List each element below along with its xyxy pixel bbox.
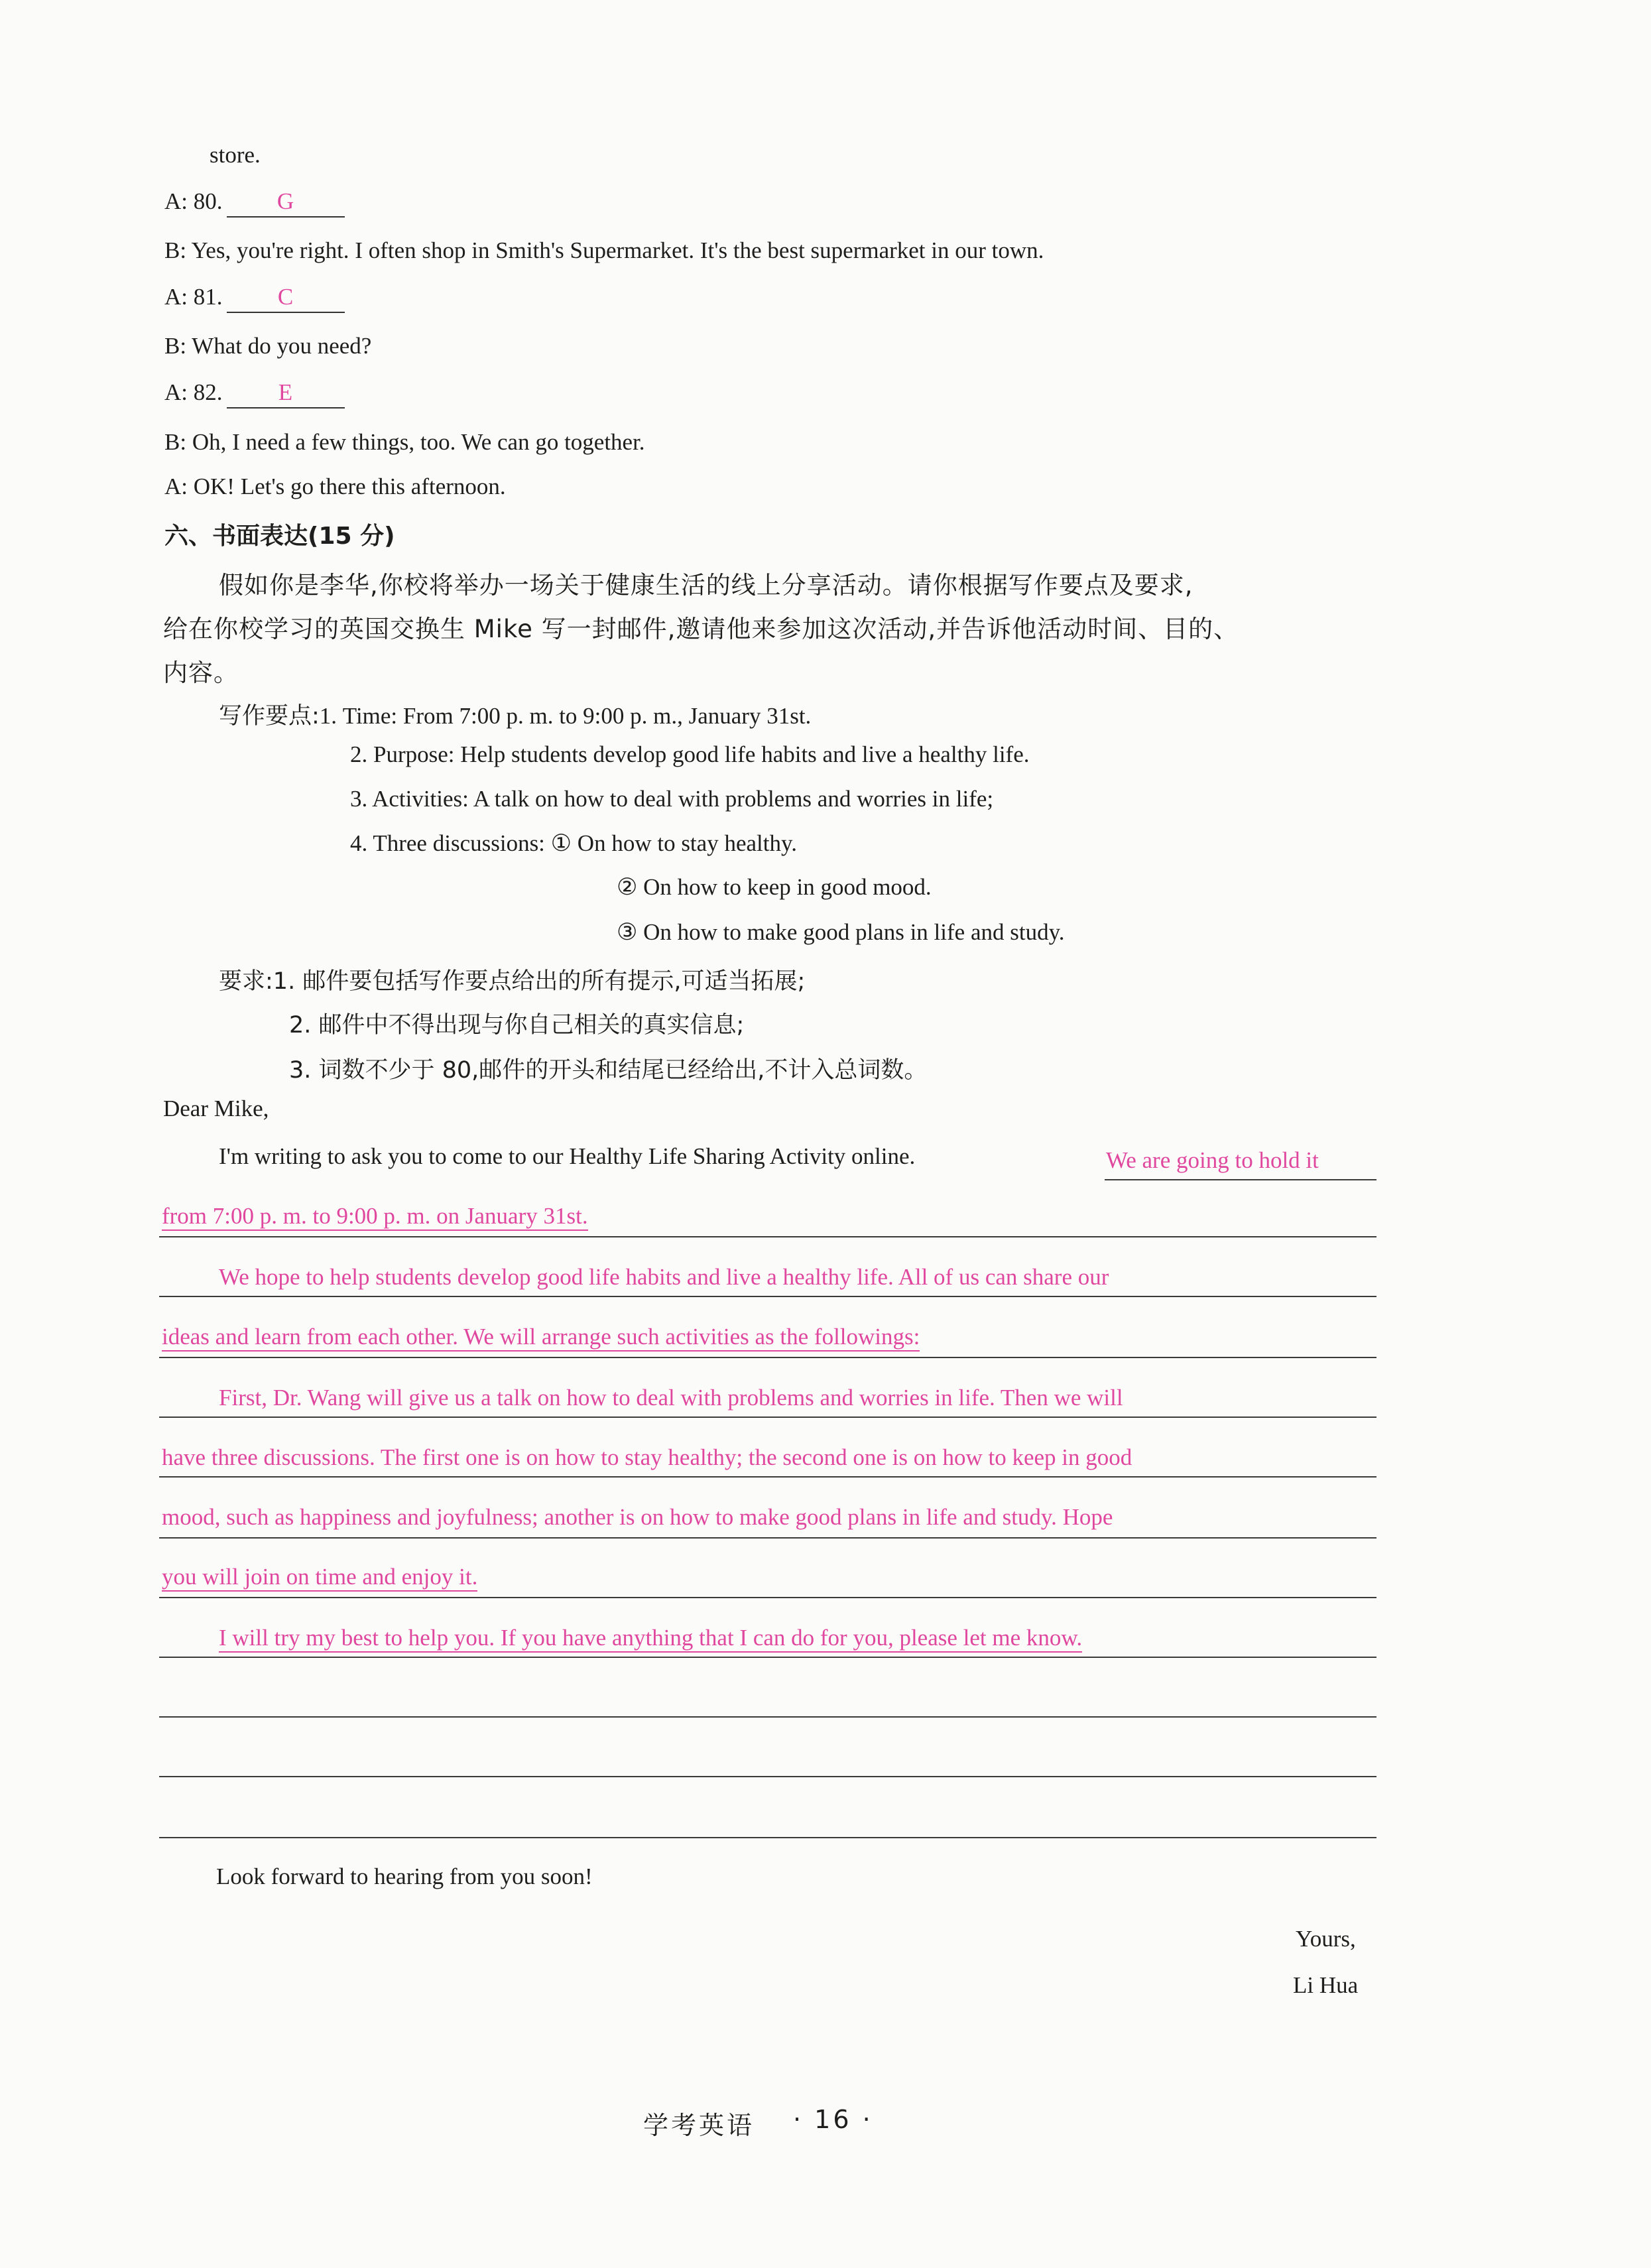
point-item: 1. Time: From 7:00 p. m. to 9:00 p. m., January 31st. xyxy=(319,703,812,729)
handwritten-line: I will try my best to help you. If you have anything that I can do for you, please let me know. xyxy=(219,1625,1082,1653)
writing-line xyxy=(159,1597,1376,1598)
dialogue-line: store. xyxy=(210,142,261,168)
handwritten-line: We are going to hold it xyxy=(1106,1147,1319,1173)
dialogue-speaker: A: 80. xyxy=(164,188,223,214)
answer-blank-81[interactable]: C xyxy=(227,283,345,313)
writing-line xyxy=(159,1657,1376,1658)
requirement-item: 2. 邮件中不得出现与你自己相关的真实信息; xyxy=(289,1012,745,1039)
dialogue-line xyxy=(164,187,345,218)
dialogue-line: B: What do you need? xyxy=(164,333,372,359)
email-salutation: Dear Mike, xyxy=(163,1096,269,1121)
writing-line xyxy=(159,1236,1376,1237)
writing-line xyxy=(159,1716,1376,1718)
point-subitem: ③ On how to make good plans in life and study. xyxy=(617,919,1065,945)
point-item: 2. Purpose: Help students develop good life habits and live a healthy life. xyxy=(350,741,1030,767)
writing-line xyxy=(159,1837,1376,1838)
dialogue-line: B: Oh, I need a few things, too. We can go together. xyxy=(164,429,645,455)
writing-line xyxy=(159,1776,1376,1777)
handwritten-line: from 7:00 p. m. to 9:00 p. m. on January 31st. xyxy=(162,1203,588,1231)
writing-points xyxy=(219,698,811,731)
dialogue-line xyxy=(164,378,345,409)
requirements-label: 要求: xyxy=(219,968,273,995)
requirements xyxy=(219,963,805,996)
email-signature: Li Hua xyxy=(1293,1972,1359,1998)
writing-line xyxy=(159,1537,1376,1539)
email-opening: I'm writing to ask you to come to our Healthy Life Sharing Activity online. xyxy=(219,1143,916,1169)
email-closing: Look forward to hearing from you soon! xyxy=(216,1863,593,1889)
answer-blank-80[interactable]: G xyxy=(227,187,345,218)
writing-line xyxy=(159,1357,1376,1358)
section-title: 六、书面表达(15 分) xyxy=(164,523,395,550)
handwritten-line: mood, such as happiness and joyfulness; another is on how to make good plans in life and study. Hope xyxy=(162,1504,1113,1530)
page-number: · 16 · xyxy=(793,2105,873,2134)
dialogue-speaker: A: 81. xyxy=(164,284,223,310)
prompt-text: 假如你是李华,你校将举办一场关于健康生活的线上分享活动。请你根据写作要点及要求, xyxy=(219,571,1193,599)
handwritten-line: First, Dr. Wang will give us a talk on how to deal with problems and worries in life. Then we will xyxy=(219,1385,1123,1411)
point-item: 4. Three discussions: ① On how to stay healthy. xyxy=(350,830,797,856)
email-signoff: Yours, xyxy=(1296,1926,1356,1952)
handwritten-line: have three discussions. The first one is on how to stay healthy; the second one is on how to keep in good xyxy=(162,1444,1132,1470)
writing-line xyxy=(159,1296,1376,1297)
writing-line xyxy=(159,1476,1376,1478)
dialogue-line: A: OK! Let's go there this afternoon. xyxy=(164,473,506,499)
prompt-text: 给在你校学习的英国交换生 Mike 写一封邮件,邀请他来参加这次活动,并告诉他活动时间、目的、 xyxy=(163,615,1239,643)
writing-line xyxy=(159,1417,1376,1418)
requirement-item: 3. 词数不少于 80,邮件的开头和结尾已经给出,不计入总词数。 xyxy=(289,1057,928,1084)
dialogue-line xyxy=(164,283,345,313)
points-label: 写作要点: xyxy=(219,703,320,729)
prompt-text: 内容。 xyxy=(163,659,239,687)
writing-line xyxy=(1105,1179,1376,1180)
handwritten-line: We hope to help students develop good life habits and live a healthy life. All of us can share our xyxy=(219,1264,1109,1290)
point-item: 3. Activities: A talk on how to deal with problems and worries in life; xyxy=(350,786,994,812)
handwritten-line: you will join on time and enjoy it. xyxy=(162,1564,477,1592)
dialogue-speaker: A: 82. xyxy=(164,379,223,405)
requirement-item: 1. 邮件要包括写作要点给出的所有提示,可适当拓展; xyxy=(273,968,806,995)
point-subitem: ② On how to keep in good mood. xyxy=(617,874,932,900)
handwritten-line: ideas and learn from each other. We will arrange such activities as the followings: xyxy=(162,1324,920,1352)
footer-book-title: 学考英语 xyxy=(643,2111,755,2140)
dialogue-line: B: Yes, you're right. I often shop in Smith's Supermarket. It's the best supermarket in our town. xyxy=(164,237,1044,263)
answer-blank-82[interactable]: E xyxy=(227,378,345,409)
